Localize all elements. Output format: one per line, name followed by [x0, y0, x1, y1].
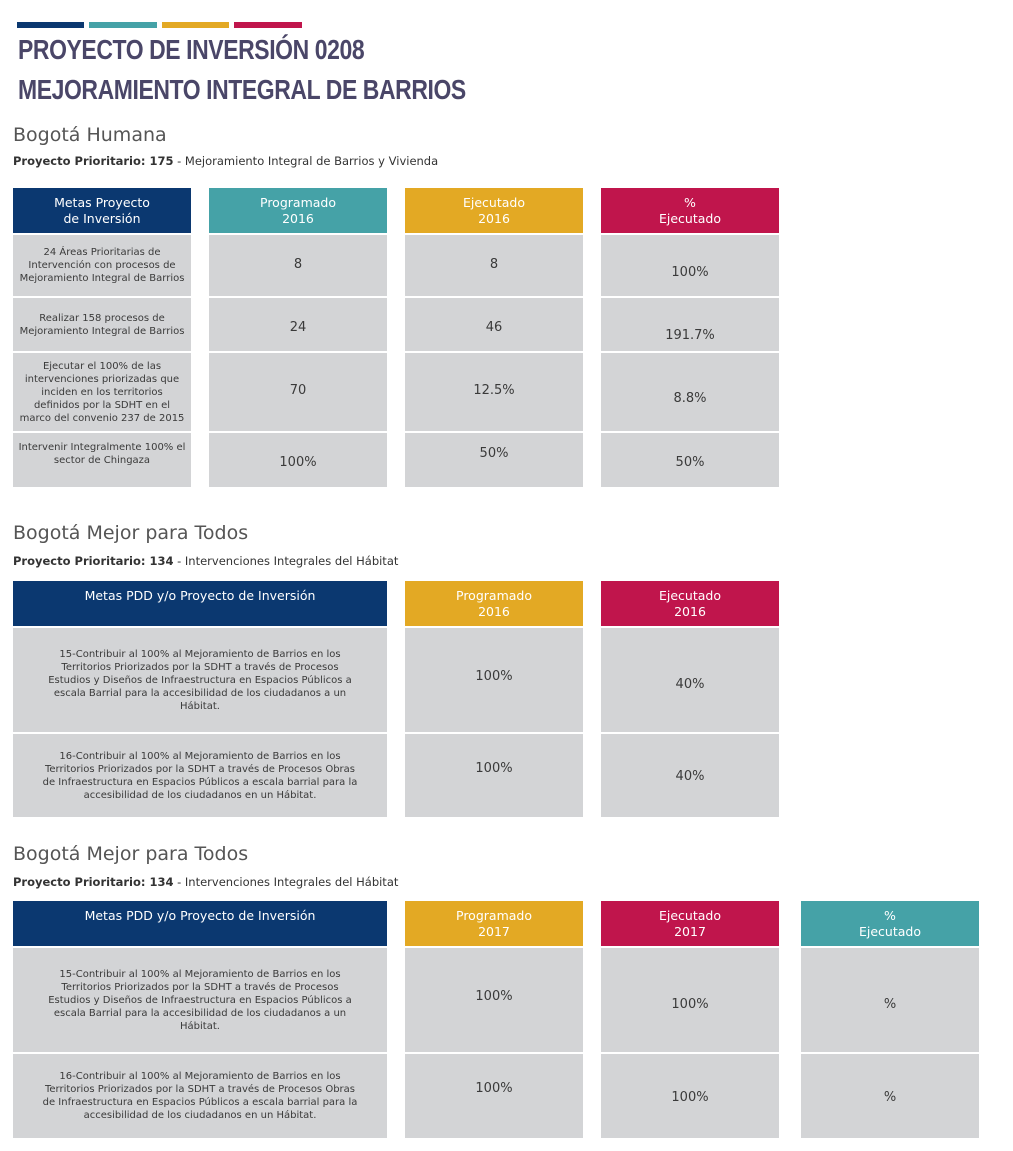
s1-row2-porcentaje: 191.7% [601, 298, 779, 351]
s2-row1-meta: 15-Contribuir al 100% al Mejoramiento de Barrios en los Territorios Priorizados por la SDHT a través de Procesos Estudios y Diseños de Infraestructura en Espacios Públicos a escala Barrial para la accesibilidad de los ciudadanos a un Hábitat. [13, 628, 387, 732]
s3-header-programado: Programado 2017 [405, 901, 583, 946]
s1-row1-porcentaje: 100% [601, 235, 779, 296]
s1-row2-ejecutado: 46 [405, 298, 583, 351]
s2-row2-meta: 16-Contribuir al 100% al Mejoramiento de Barrios en los Territorios Priorizados por la SDHT a través de Procesos Obras de Infraestructura en Espacios Públicos a escala barrial para la accesibilidad de los ciudadanos en un Hábitat. [13, 734, 387, 817]
s1-row1-ejecutado: 8 [405, 235, 583, 296]
s3-header-porcentaje: % Ejecutado [801, 901, 979, 946]
section3-priority-project [13, 875, 398, 889]
s1-row2-meta: Realizar 158 procesos de Mejoramiento Integral de Barrios [13, 298, 191, 351]
s3-header-ejecutado: Ejecutado 2017 [601, 901, 779, 946]
s3-row1-meta: 15-Contribuir al 100% al Mejoramiento de Barrios en los Territorios Priorizados por la SDHT a través de Procesos Estudios y Diseños de Infraestructura en Espacios Públicos a escala Barrial para la accesibilidad de los ciudadanos a un Hábitat. [13, 948, 387, 1052]
s3-row1-porcentaje: % [801, 948, 979, 1052]
s1-row3-programado: 70 [209, 353, 387, 431]
section2-pp-name: - Intervenciones Integrales del Hábitat [173, 554, 399, 568]
s3-header-metas: Metas PDD y/o Proyecto de Inversión [13, 901, 387, 946]
section1-priority-project [13, 154, 438, 168]
s3-row2-ejecutado: 100% [601, 1054, 779, 1138]
s1-row2-programado: 24 [209, 298, 387, 351]
stripe-navy [17, 22, 84, 28]
section2-priority-project [13, 554, 398, 568]
section3-pp-label: Proyecto Prioritario: 134 [13, 875, 174, 889]
s1-header-ejecutado: Ejecutado 2016 [405, 188, 583, 233]
s1-row3-meta: Ejecutar el 100% de las intervenciones priorizadas que inciden en los territorios definidos por la SDHT en el marco del convenio 237 de 2015 [13, 353, 191, 431]
section3-pp-name: - Intervenciones Integrales del Hábitat [173, 875, 399, 889]
s2-header-metas: Metas PDD y/o Proyecto de Inversión [13, 581, 387, 626]
section1-pp-label: Proyecto Prioritario: 175 [13, 154, 174, 168]
s1-row1-meta: 24 Áreas Prioritarias de Intervención con procesos de Mejoramiento Integral de Barrios [13, 235, 191, 296]
section3-heading: Bogotá Mejor para Todos [13, 843, 249, 865]
section1-pp-name: - Mejoramiento Integral de Barrios y Vivienda [173, 154, 439, 168]
s3-row2-programado: 100% [405, 1054, 583, 1138]
stripe-teal [89, 22, 157, 28]
stripe-gold [162, 22, 229, 28]
s2-row2-programado: 100% [405, 734, 583, 817]
s1-row1-programado: 8 [209, 235, 387, 296]
s1-header-programado: Programado 2016 [209, 188, 387, 233]
s3-row1-ejecutado: 100% [601, 948, 779, 1052]
s1-row4-porcentaje: 50% [601, 433, 779, 487]
section2-pp-label: Proyecto Prioritario: 134 [13, 554, 174, 568]
s3-row2-porcentaje: % [801, 1054, 979, 1138]
page-title-line2: MEJORAMIENTO INTEGRAL DE BARRIOS [18, 74, 466, 105]
s1-row3-porcentaje: 8.8% [601, 353, 779, 431]
s1-row4-programado: 100% [209, 433, 387, 487]
s2-row1-ejecutado: 40% [601, 628, 779, 732]
s2-row2-ejecutado: 40% [601, 734, 779, 817]
s2-row1-programado: 100% [405, 628, 583, 732]
page-title-line1: PROYECTO DE INVERSIÓN 0208 [18, 34, 365, 65]
s1-header-porcentaje: % Ejecutado [601, 188, 779, 233]
s1-row3-ejecutado: 12.5% [405, 353, 583, 431]
s1-row4-ejecutado: 50% [405, 433, 583, 487]
s3-row2-meta: 16-Contribuir al 100% al Mejoramiento de Barrios en los Territorios Priorizados por la SDHT a través de Procesos Obras de Infraestructura en Espacios Públicos a escala barrial para la accesibilidad de los ciudadanos en un Hábitat. [13, 1054, 387, 1138]
stripe-crimson [234, 22, 302, 28]
section2-heading: Bogotá Mejor para Todos [13, 522, 249, 544]
s2-header-programado: Programado 2016 [405, 581, 583, 626]
s3-row1-programado: 100% [405, 948, 583, 1052]
section1-heading: Bogotá Humana [13, 124, 167, 146]
s1-header-metas: Metas Proyecto de Inversión [13, 188, 191, 233]
s1-row4-meta: Intervenir Integralmente 100% el sector de Chingaza [13, 433, 191, 487]
s2-header-ejecutado: Ejecutado 2016 [601, 581, 779, 626]
